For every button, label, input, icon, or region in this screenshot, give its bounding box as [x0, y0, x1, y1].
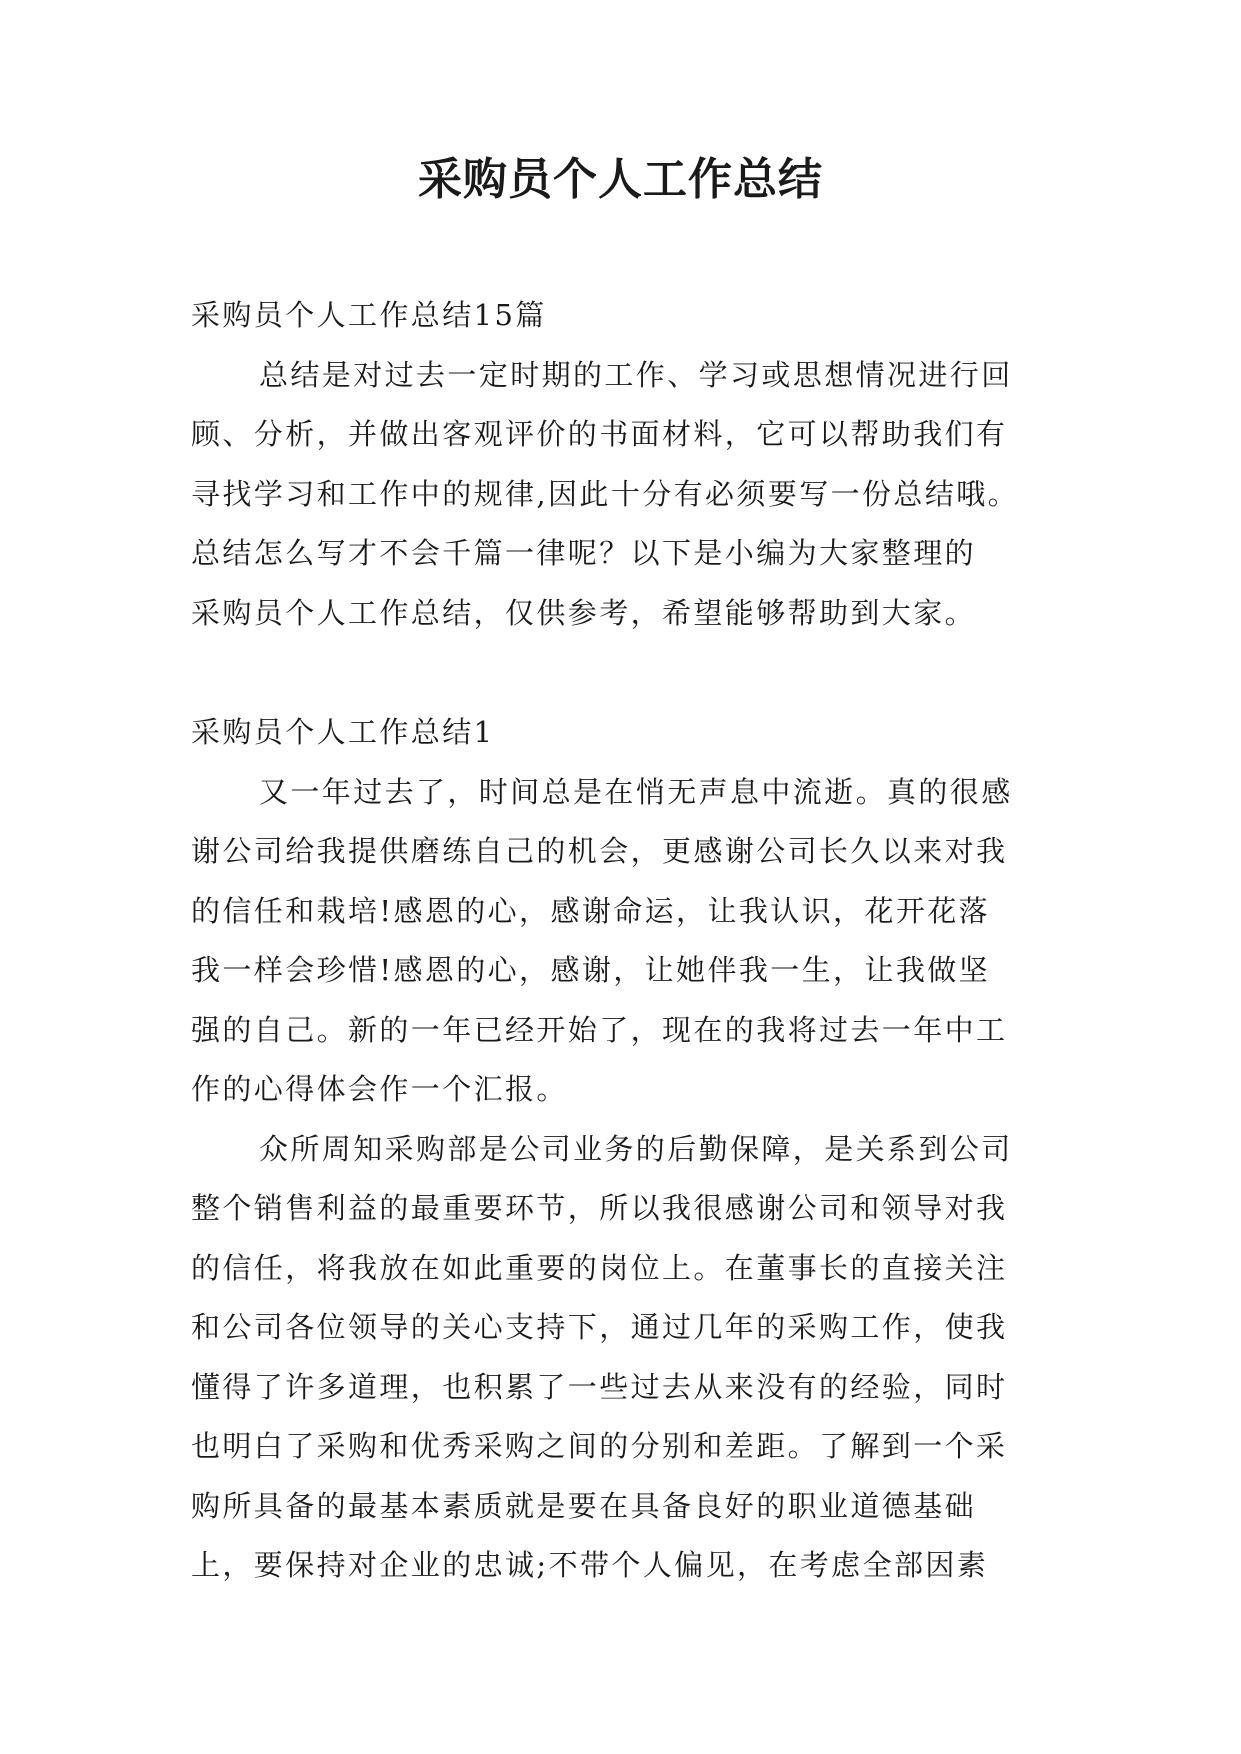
paragraph-gap — [191, 643, 1051, 703]
paragraph-line: 整个销售利益的最重要环节，所以我很感谢公司和领导对我 — [191, 1191, 1008, 1225]
paragraph-line: 的信任，将我放在如此重要的岗位上。在董事长的直接关注 — [191, 1250, 1008, 1285]
paragraph-line: 的信任和栽培!感恩的心，感谢命运，让我认识，花开花落 — [191, 893, 991, 928]
paragraph-line: 我一样会珍惜!感恩的心，感谢，让她伴我一生，让我做坚 — [191, 953, 991, 987]
intro-line: 寻找学习和工作中的规律,因此十分有必须要写一份总结哦。 — [191, 476, 1020, 511]
section-heading: 采购员个人工作总结1 — [191, 715, 495, 749]
intro-line: 总结是对过去一定时期的工作、学习或思想情况进行回 — [259, 357, 1013, 392]
intro-line: 总结怎么写才不会千篇一律呢？以下是小编为大家整理的 — [191, 536, 977, 570]
paragraph-line: 和公司各位领导的关心支持下，通过几年的采购工作，使我 — [191, 1310, 1008, 1344]
paragraph-line: 又一年过去了，时间总是在悄无声息中流逝。真的很感 — [259, 774, 1013, 809]
paragraph-line: 上，要保持对企业的忠诚;不带个人偏见，在考虑全部因素 — [191, 1548, 989, 1582]
document-body — [191, 286, 1051, 1596]
paragraph-line: 作的心得体会作一个汇报。 — [191, 1072, 568, 1106]
paragraph-line: 强的自己。新的一年已经开始了，现在的我将过去一年中工 — [191, 1012, 1008, 1047]
paragraph-line: 懂得了许多道理，也积累了一些过去从来没有的经验，同时 — [191, 1369, 1008, 1404]
paragraph-line: 购所具备的最基本素质就是要在具备良好的职业道德基础 — [191, 1488, 977, 1523]
intro-line: 采购员个人工作总结，仅供参考，希望能够帮助到大家。 — [191, 595, 977, 630]
subtitle: 采购员个人工作总结15篇 — [191, 298, 547, 332]
intro-line: 顾、分析，并做出客观评价的书面材料，它可以帮助我们有 — [191, 417, 1008, 451]
paragraph-line: 谢公司给我提供磨练自己的机会，更感谢公司长久以来对我 — [191, 834, 1008, 868]
page-title: 采购员个人工作总结 — [418, 154, 823, 205]
paragraph-line: 也明白了采购和优秀采购之间的分别和差距。了解到一个采 — [191, 1429, 1008, 1463]
paragraph-line: 众所周知采购部是公司业务的后勤保障，是关系到公司 — [259, 1131, 1013, 1166]
